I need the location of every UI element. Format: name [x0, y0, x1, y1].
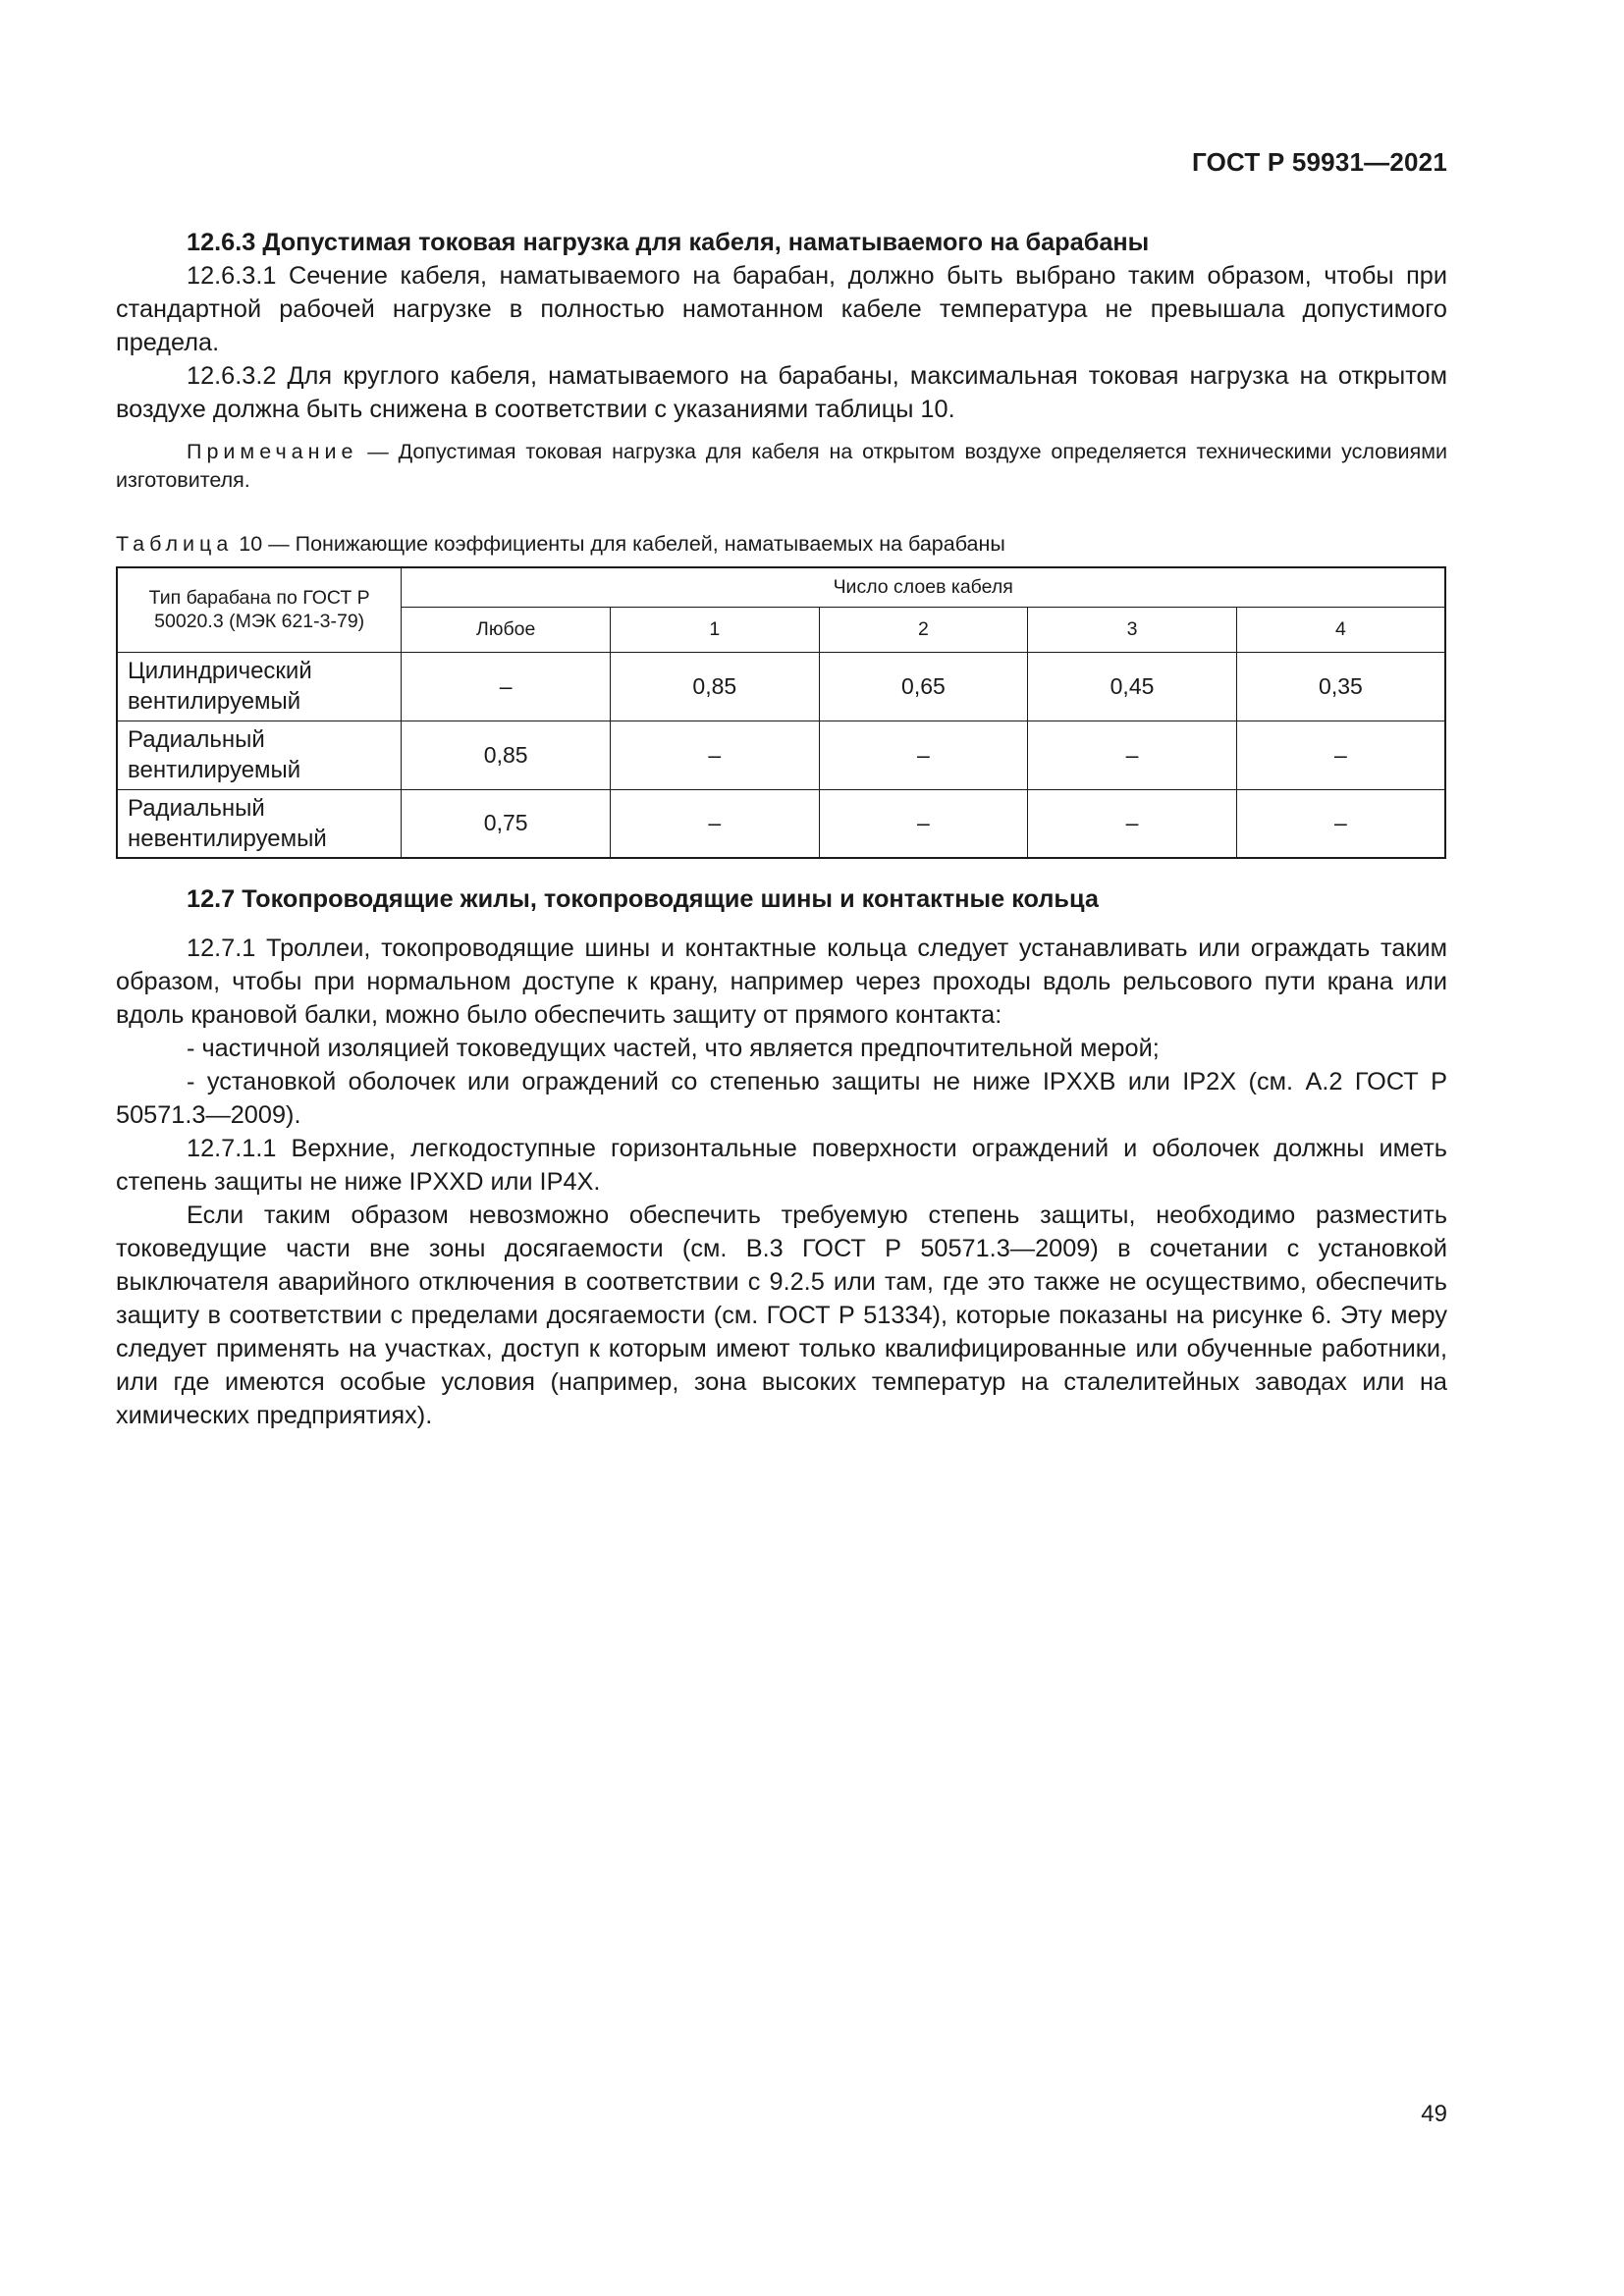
header-layer-1: 1	[611, 607, 820, 652]
list-item: - частичной изоляцией токоведущих частей, что является предпочтительной мерой;	[187, 1035, 1160, 1062]
header-layer-count: Число слоев кабеля	[402, 567, 1445, 607]
table-cell: –	[1028, 721, 1237, 789]
table-cell: 0,85	[402, 721, 611, 789]
table-cell: –	[819, 721, 1028, 789]
header-layer-3: 3	[1028, 607, 1237, 652]
section-12-7-title: 12.7 Токопроводящие жилы, токопроводящие шины и контактные кольца	[187, 885, 1099, 913]
page-number: 49	[1421, 2101, 1447, 2127]
header-layer-4: 4	[1236, 607, 1445, 652]
table-cell: –	[1028, 789, 1237, 858]
list-item: - установкой оболочек или ограждений со степенью защиты не ниже IPXXB или IP2X (см. А.2 ГОСТ Р 50571.3—2009).	[116, 1068, 1447, 1129]
note	[116, 438, 1447, 495]
section-12-6-3-title: 12.6.3 Допустимая токовая нагрузка для кабеля, наматываемого на барабаны	[187, 229, 1150, 256]
header-any: Любое	[402, 607, 611, 652]
paragraph-12-6-3-2: 12.6.3.2 Для круглого кабеля, наматываемого на барабаны, максимальная токовая нагрузка на открытом воздухе должна быть снижена в соответствии с указаниями таблицы 10.	[116, 362, 1447, 423]
paragraph-12-7-1-1: 12.7.1.1 Верхние, легкодоступные горизонтальные поверхности ограждений и оболочек должны иметь степень защиты не ниже IPXXD или IP4X.	[116, 1135, 1447, 1196]
table-cell: 0,65	[819, 652, 1028, 721]
header-layer-2: 2	[819, 607, 1028, 652]
table-cell: –	[1236, 789, 1445, 858]
table-row	[117, 721, 1445, 789]
note-label: Примечание	[187, 440, 358, 463]
table-cell: –	[611, 789, 820, 858]
table-cell: –	[1236, 721, 1445, 789]
header-drum-type: Тип барабана по ГОСТ Р 50020.3 (МЭК 621-3-79)	[117, 567, 402, 652]
table-caption-label: Таблица	[116, 532, 234, 556]
document-id-header: ГОСТ Р 59931—2021	[1192, 147, 1447, 177]
table-cell: 0,85	[611, 652, 820, 721]
paragraph-protection: Если таким образом невозможно обеспечить требуемую степень защиты, необходимо разместить токоведущие части вне зоны досягаемости (см. В.3 ГОСТ Р 50571.3—2009) в сочетании с установкой выключателя аварийного отключения в соответствии с 9.2.5 или там, где это также не осуществимо, обеспечить защиту в соответствии с пределами досягаемости (см. ГОСТ Р 51334), которые показаны на рисунке 6. Эту меру следует применять на участках, доступ к которым имеют только квалифицированные или обученные работники, или где имеются особые условия (например, зона высоких температур на сталелитейных заводах или на химических предприятиях).	[116, 1201, 1447, 1429]
row-drum-type: Цилиндрический вентилируемый	[117, 652, 402, 721]
table-row	[117, 789, 1445, 858]
row-drum-type: Радиальный невентилируемый	[117, 789, 402, 858]
table-10-caption	[116, 530, 1447, 559]
paragraph-12-6-3-1: 12.6.3.1 Сечение кабеля, наматываемого на барабан, должно быть выбрано таким образом, чтобы при стандартной рабочей нагрузке в полностью намотанном кабеле температура не превышала допустимого предела.	[116, 262, 1447, 356]
table-cell: 0,75	[402, 789, 611, 858]
paragraph-12-7-1: 12.7.1 Троллеи, токопроводящие шины и контактные кольца следует устанавливать или ограждать таким образом, чтобы при нормальном доступе к крану, например через проходы вдоль рельсового пути крана или вдоль крановой балки, можно было обеспечить защиту от прямого контакта:	[116, 934, 1447, 1029]
row-drum-type: Радиальный вентилируемый	[117, 721, 402, 789]
table-cell: 0,45	[1028, 652, 1237, 721]
page-content	[116, 226, 1447, 1432]
table-cell: –	[402, 652, 611, 721]
table-cell: –	[819, 789, 1028, 858]
table-10	[116, 566, 1446, 859]
table-row	[117, 652, 1445, 721]
note-text: — Допустимая токовая нагрузка для кабеля на открытом воздухе определяется техническими условиями изготовителя.	[116, 440, 1447, 492]
table-caption-text: 10 — Понижающие коэффициенты для кабелей, наматываемых на барабаны	[233, 532, 1005, 556]
table-cell: –	[611, 721, 820, 789]
table-cell: 0,35	[1236, 652, 1445, 721]
